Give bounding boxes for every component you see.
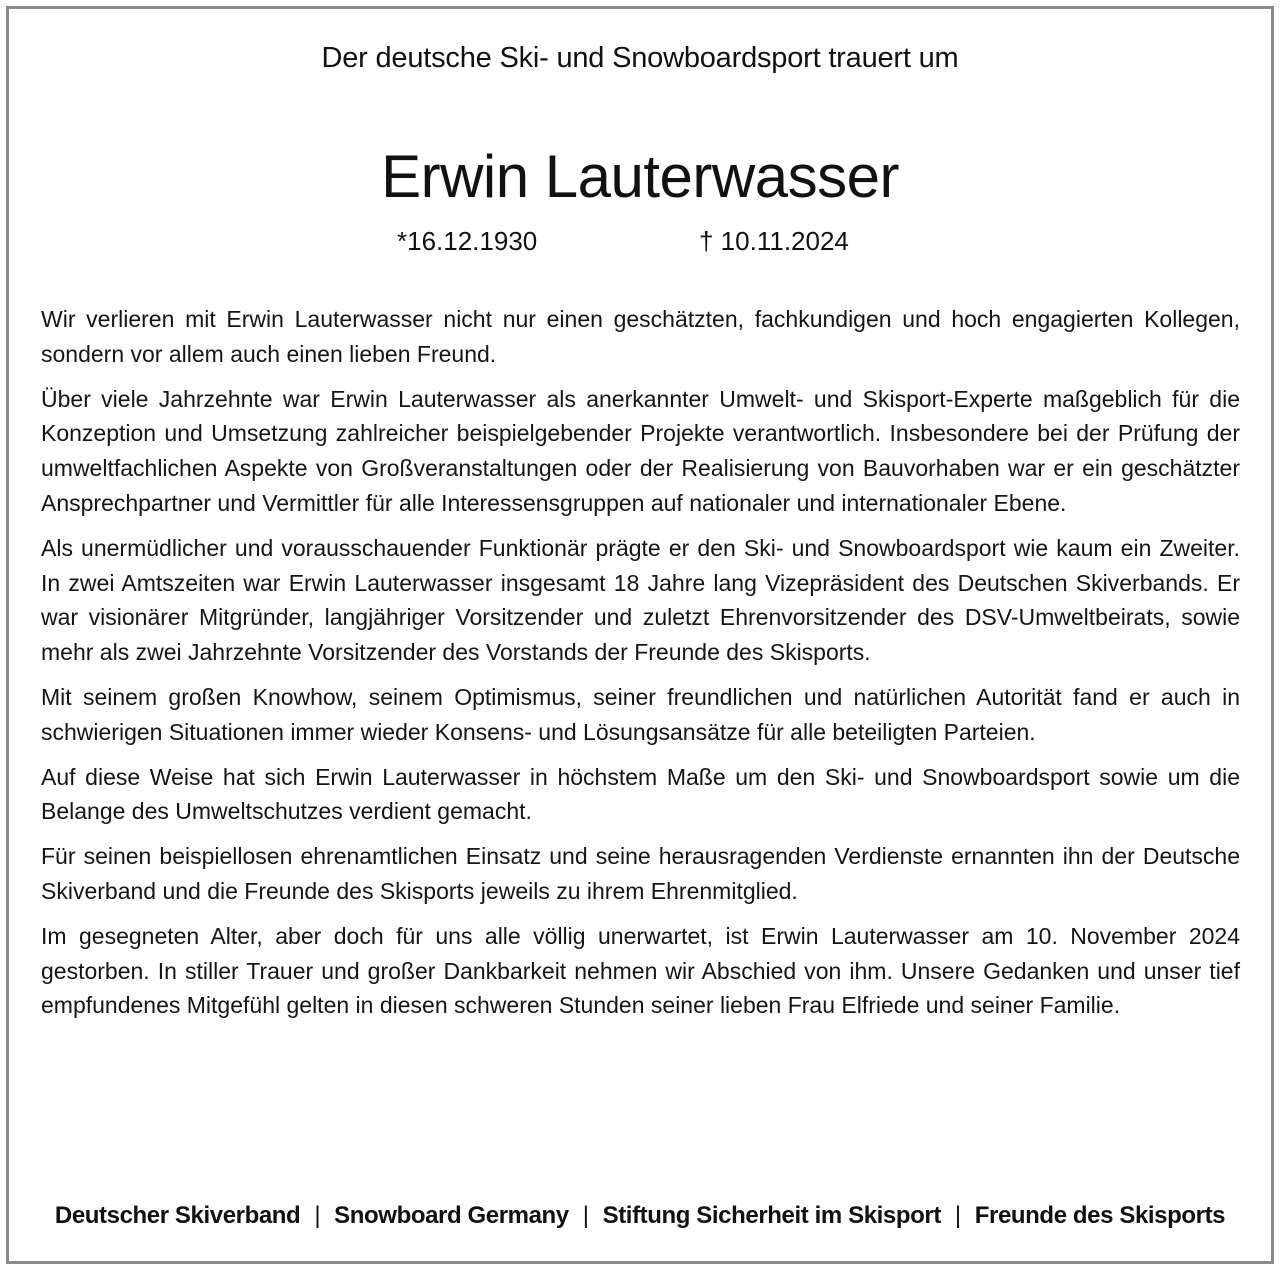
signatory-dsv: Deutscher Skiverband [54,1202,301,1229]
paragraph: Als unermüdlicher und vorausschauender Funktionär prägte er den Ski- und Snowboardsport wie kaum ein Zweiter. In zwei Amtszeiten war Erwin Lauterwasser insgesamt 18 Jahre lang Vizepräsident des Deutschen Skiverbands. Er war visionärer Mitgründer, langjähriger Vorsitzender und zuletzt Ehrenvorsitzender des DSV-Umweltbeirats, sowie mehr als zwei Jahrzehnte Vorsitzender des Vorstands der Freunde des Skisports. [41,534,1240,666]
signatories [0,1198,1280,1234]
obituary-text [41,302,1240,1033]
obituary-heading: Der deutsche Ski- und Snowboardsport trauert um [321,42,959,74]
signatory-stiftung: Stiftung Sicherheit im Skisport [602,1202,941,1229]
deceased-name: Erwin Lauterwasser [381,143,899,210]
paragraph: Für seinen beispiellosen ehrenamtlichen Einsatz und seine herausragenden Verdienste ernannten ihn der Deutsche Skiverband und die Freunde des Skisports jeweils zu ihrem Ehrenmitglied. [41,843,1240,904]
birth-date: *16.12.1930 [397,226,538,256]
paragraph: Auf diese Weise hat sich Erwin Lauterwasser in höchstem Maße um den Ski- und Snowboardsport sowie um die Belange des Umweltschutzes verdient gemacht. [41,763,1240,825]
death-date: † 10.11.2024 [699,226,849,256]
paragraph: Mit seinem großen Knowhow, seinem Optimismus, seiner freundlichen und natürlichen Autorität fand er auch in schwierigen Situationen immer wieder Konsens- und Lösungsansätze für alle beteiligten Parteien. [41,683,1240,745]
signatory-snowboard-germany: Snowboard Germany [334,1202,569,1229]
separator: | [954,1202,961,1229]
life-dates [0,224,1280,258]
signatory-freunde: Freunde des Skisports [974,1202,1226,1229]
paragraph: Über viele Jahrzehnte war Erwin Lauterwasser als anerkannter Umwelt- und Skisport-Experte maßgeblich für die Konzeption und Umsetzung zahlreicher beispielgebender Projekte verantwortlich. Insbesondere bei der Prüfung der umweltfachlichen Aspekte von Großveranstaltungen oder der Realisierung von Bauvorhaben war er ein geschätzter Ansprechpartner und Vermittler für alle Interessensgruppen auf nationaler und internationaler Ebene. [41,385,1240,516]
separator: | [314,1202,321,1229]
paragraph: Im gesegneten Alter, aber doch für uns alle völlig unerwartet, ist Erwin Lauterwasser am 10. November 2024 gestorben. In stiller Trauer und großer Dankbarkeit nehmen wir Abschied von ihm. Unsere Gedanken und unser tief empfundenes Mitgefühl gelten in diesen schweren Stunden seiner lieben Frau Elfriede und seiner Familie. [41,922,1240,1019]
paragraph: Wir verlieren mit Erwin Lauterwasser nicht nur einen geschätzten, fachkundigen und hoch engagierten Kollegen, sondern vor allem auch einen lieben Freund. [41,306,1240,367]
separator: | [582,1202,589,1229]
